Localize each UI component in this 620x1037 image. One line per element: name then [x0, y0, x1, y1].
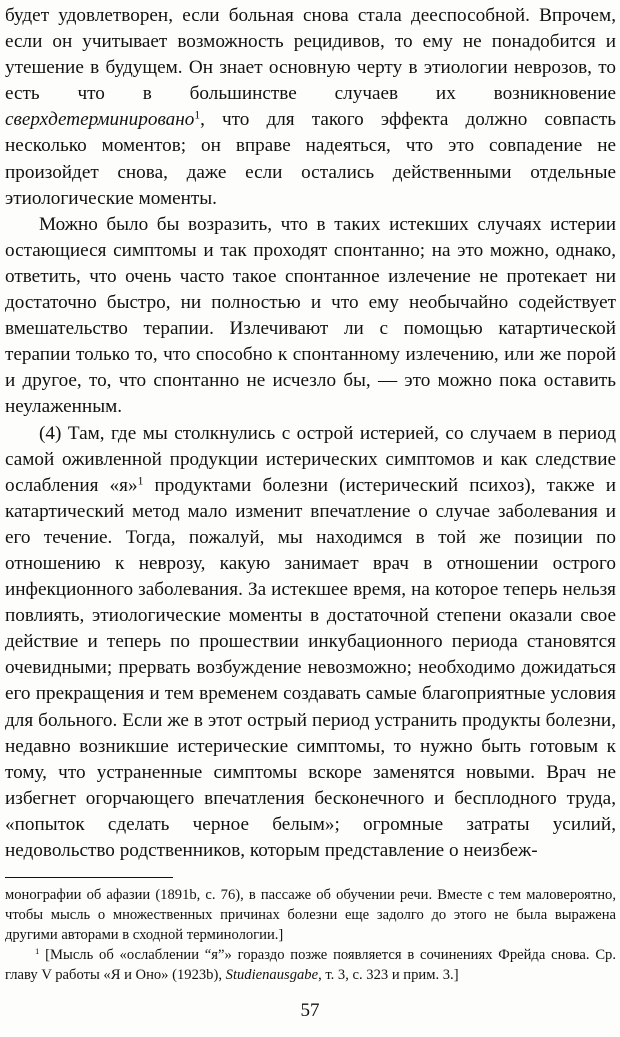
footnote-1-text-b: , т. 3, с. 323 и прим. 3.]	[318, 967, 459, 983]
footnote-ref-2: 1	[137, 475, 144, 488]
paragraph-3	[5, 421, 616, 865]
paragraph-1-text-a: будет удовлетворен, если больная снова стала дееспособной. Впрочем, если он учитывает возможность рецидивов, то ему не понадобится и утешение в будущем. Он знает основную черту в этиологии неврозов, то есть что в большинстве случаев их возникновение	[5, 5, 616, 105]
paragraph-2: Можно было бы возразить, что в таких истекших случаях истерии остающиеся симптомы и так проходят спонтанно; на это можно, однако, ответить, что очень часто такое спонтанное излечение не протекает ни достаточно быстро, ни полностью и что ему необычайно содействует вмешательство терапии. Излечивают ли с помощью катартической терапии только то, что способно к спонтанному излечению, или же порой и другое, то, что спонтанно не исчезло бы, — это можно пока оставить неулаженным.	[5, 213, 616, 418]
footnote-1	[5, 945, 616, 985]
main-text	[5, 3, 616, 864]
footnote-1-text-a: [Мысль об «ослаблении “я”» гораздо позже появляется в сочинениях Фрейда снова. Ср. главу V работы «Я и Оно» (1923b),	[5, 947, 616, 983]
paragraph-3-text-b: продуктами болезни (истерический психоз), также и катартический метод мало изменит впечатление о случае заболевания и его течение. Тогда, пожалуй, мы находимся в той же позиции по отношению к неврозу, какую занимает врач в отношении острого инфекционного заболевания. За истекшее время, на которое теперь нельзя повлиять, этиологические моменты в достаточной степени оказали свое действие и теперь по прошествии инкубационного периода становятся очевидными; прервать возбуждение невозможно; необходимо дожидаться его прекращения и тем временем создавать самые благоприятные условия для больного. Если же в этот острый период устранить продукты болезни, недавно возникшие истерические симптомы, то нужно быть готовым к тому, что устраненные симптомы вскоре заменятся новыми. Врач не избегнет огорчающего впечатления бесконечного и бесплодного труда, «попыток сделать черное белым»; огромные затраты усилий, недовольство родственников, которым представление о неизбеж-	[5, 474, 616, 861]
page-number: 57	[300, 1000, 320, 1021]
footnote-ref-1: 1	[194, 110, 201, 123]
paragraph-1-emphasis: сверхдетерминировано	[5, 109, 195, 131]
paragraph-1	[5, 3, 616, 212]
footnotes	[5, 885, 616, 985]
footnote-1-emphasis: Studienausgabe	[225, 967, 319, 983]
paragraph-3-text-a: (4) Там, где мы столкнулись с острой истерией, со случаем в период самой оживленной продукции истерических симптомов и как следствие ослабления «я»	[5, 422, 616, 496]
paragraph-1-text-b: , что для такого эффекта должно совпасть несколько моментов; он вправе надеяться, что это совпадение не произойдет снова, даже если остались действенными отдельные этиологические моменты.	[5, 109, 616, 209]
footnote-divider	[5, 877, 173, 878]
footnote-continued: монографии об афазии (1891b, с. 76), в пассаже об обучении речи. Вместе с тем маловероятно, чтобы мысль о множественных причинах болезни еще задолго до этого не была выражена другими авторами в сходной терминологии.]	[5, 887, 616, 943]
footnote-marker: 1	[35, 946, 40, 957]
